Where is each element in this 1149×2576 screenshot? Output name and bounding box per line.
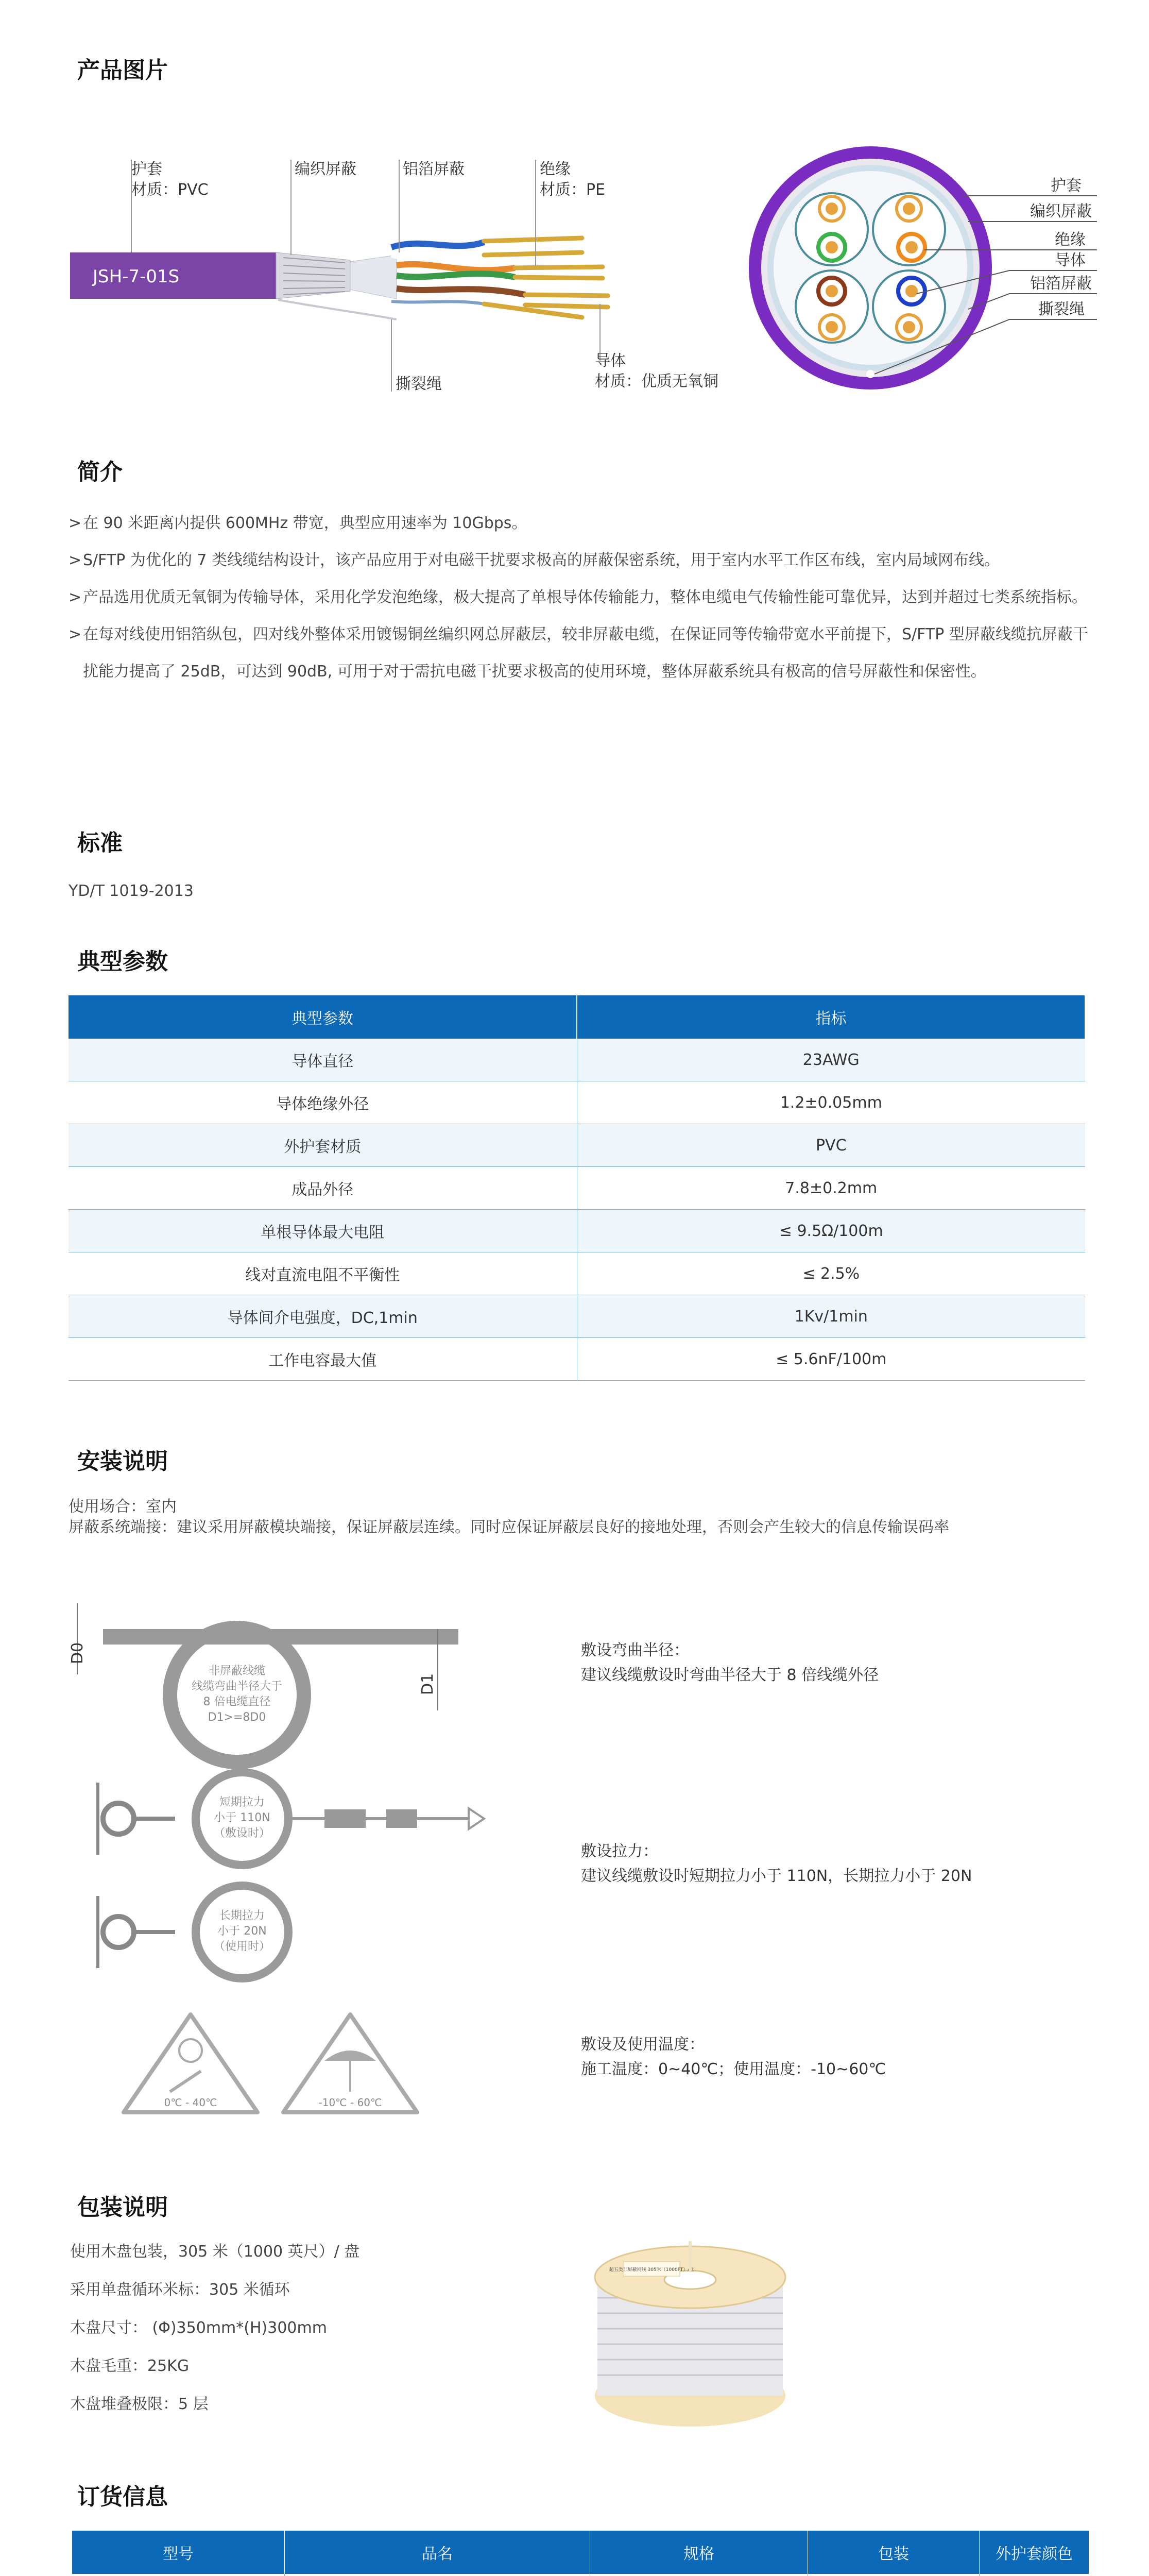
table-row: 导体直径 23AWG bbox=[68, 1039, 1085, 1081]
diagram-d1: D1 bbox=[419, 1673, 437, 1695]
order-header: 型号 bbox=[72, 2531, 285, 2574]
packaging-item: 使用木盘包装，305 米（1000 英尺）/ 盘 bbox=[70, 2243, 360, 2261]
label-ripcord: 撕裂绳 bbox=[396, 375, 442, 393]
order-header: 规格 bbox=[590, 2531, 808, 2574]
cable-spool-image bbox=[587, 2231, 793, 2432]
order-header: 品名 bbox=[285, 2531, 590, 2574]
ring-text-1: 线缆弯曲半径大于 bbox=[191, 1680, 283, 1693]
install-grounding: 屏蔽系统端接：建议采用屏蔽模块端接，保证屏蔽层连续。同时应保证屏蔽层良好的接地处理，否则会产生较大的信息传输误码率 bbox=[68, 1518, 949, 1536]
label-insulation: 绝缘 bbox=[540, 160, 571, 178]
section-title-packaging: 包装说明 bbox=[77, 2194, 168, 2221]
intro-bullet: > S/FTP 为优化的 7 类线缆结构设计，该产品应用于对电磁干扰要求极高的屏蔽保密系统，用于室内水平工作区布线，室内局域网布线。 bbox=[68, 542, 1088, 579]
cross-label-4: 铝箔屏蔽 bbox=[1030, 275, 1092, 293]
table-row: 导体间介电强度，DC,1min 1Kv/1min bbox=[68, 1295, 1085, 1338]
install-pull-desc: 建议线缆敷设时短期拉力小于 110N，长期拉力小于 20N bbox=[581, 1867, 972, 1885]
section-title-intro: 简介 bbox=[77, 459, 123, 485]
label-conductor-material: 材质：优质无氧铜 bbox=[595, 372, 718, 391]
packaging-item: 木盘堆叠极限：5 层 bbox=[70, 2395, 209, 2413]
section-title-params: 典型参数 bbox=[77, 948, 168, 975]
table-row bbox=[72, 2574, 1089, 2576]
order-header: 包装 bbox=[808, 2531, 980, 2574]
cross-label-2: 绝缘 bbox=[1055, 231, 1086, 249]
params-header: 指标 bbox=[577, 995, 1085, 1039]
table-row: 单根导体最大电阻 ≤ 9.5Ω/100m bbox=[68, 1210, 1085, 1252]
label-braid: 编织屏蔽 bbox=[295, 160, 356, 178]
install-usage: 使用场合：室内 bbox=[68, 1498, 177, 1516]
intro-bullet: > 在 90 米距离内提供 600MHz 带宽，典型应用速率为 10Gbps。 bbox=[68, 505, 1088, 542]
packaging-item: 木盘尺寸： (Φ)350mm*(H)300mm bbox=[70, 2319, 327, 2337]
label-jacket: 护套 bbox=[131, 160, 162, 178]
install-diagrams bbox=[67, 1597, 510, 2123]
order-table bbox=[72, 2531, 1089, 2576]
short-ring-1: 小于 110N bbox=[214, 1811, 270, 1824]
section-title-order: 订货信息 bbox=[77, 2484, 168, 2510]
packaging-item: 采用单盘循环米标：305 米循环 bbox=[70, 2281, 290, 2299]
cable-foil bbox=[350, 255, 397, 299]
ring-text-3: D1>=8D0 bbox=[208, 1711, 266, 1724]
diagram-d0: D0 bbox=[68, 1642, 87, 1664]
short-ring-2: （敷设时） bbox=[213, 1827, 271, 1840]
tri-temp-usage: -10℃ - 60℃ bbox=[318, 2096, 382, 2109]
section-title-install: 安装说明 bbox=[77, 1448, 168, 1475]
install-temp-desc: 施工温度：0~40℃；使用温度：-10~60℃ bbox=[581, 2060, 886, 2078]
long-ring-2: （使用时） bbox=[213, 1940, 271, 1953]
cable-structure-diagram bbox=[62, 149, 752, 417]
intro-bullet: > 在每对线使用铝箔纵包，四对线外整体采用镀锡铜丝编织网总屏蔽层，较非屏蔽电缆，在保证同等传输带宽水平前提下，S/FTP 型屏蔽线缆抗屏蔽干扰能力提高了 25dB，可达到 90dB, 可用于对于需抗电磁干扰要求极高的使用环境，整体屏蔽系统具有极高的信号屏蔽性和保密性。 bbox=[68, 616, 1088, 690]
label-foil: 铝箔屏蔽 bbox=[403, 160, 465, 178]
cross-label-1: 编织屏蔽 bbox=[1030, 202, 1092, 221]
label-insulation-material: 材质：PE bbox=[540, 181, 606, 199]
ring-text-2: 8 倍电缆直径 bbox=[203, 1696, 271, 1708]
intro-bullet-list bbox=[68, 505, 1088, 690]
intro-bullet: > 产品选用优质无氧铜为传输导体，采用化学发泡绝缘，极大提高了单根导体传输能力，整体电缆电气传输性能可靠优异，达到并超过七类系统指标。 bbox=[68, 579, 1088, 616]
label-conductor: 导体 bbox=[595, 352, 626, 370]
install-bend-desc: 建议线缆敷设时弯曲半径大于 8 倍线缆外径 bbox=[581, 1666, 879, 1684]
section-title-product-image: 产品图片 bbox=[77, 57, 168, 83]
packaging-item: 木盘毛重：25KG bbox=[70, 2357, 190, 2375]
table-row: 导体绝缘外径 1.2±0.05mm bbox=[68, 1081, 1085, 1124]
params-header: 典型参数 bbox=[68, 995, 577, 1039]
install-temp-title: 敷设及使用温度： bbox=[581, 2036, 705, 2054]
install-pull-title: 敷设拉力： bbox=[581, 1842, 658, 1860]
order-header: 外护套颜色 bbox=[980, 2531, 1089, 2574]
short-ring-0: 短期拉力 bbox=[219, 1796, 265, 1809]
table-row: 成品外径 7.8±0.2mm bbox=[68, 1167, 1085, 1210]
section-title-standard: 标准 bbox=[77, 830, 123, 856]
table-row: 工作电容最大值 ≤ 5.6nF/100m bbox=[68, 1338, 1085, 1381]
cable-model-text: JSH-7-01S bbox=[93, 266, 180, 287]
ring-text-0: 非屏蔽线缆 bbox=[208, 1665, 266, 1677]
label-jacket-material: 材质：PVC bbox=[131, 181, 209, 199]
table-row: 外护套材质 PVC bbox=[68, 1124, 1085, 1167]
cross-label-0: 护套 bbox=[1051, 177, 1082, 195]
install-bend-title: 敷设弯曲半径： bbox=[581, 1641, 689, 1659]
cross-label-5: 撕裂绳 bbox=[1038, 300, 1085, 318]
cross-label-3: 导体 bbox=[1055, 251, 1086, 269]
long-ring-1: 小于 20N bbox=[217, 1925, 267, 1938]
tri-temp-construction: 0℃ - 40℃ bbox=[164, 2096, 217, 2109]
table-row: 线对直流电阻不平衡性 ≤ 2.5% bbox=[68, 1252, 1085, 1295]
spool-label: 超五类非屏蔽网线 305米（1000FT）/盘 bbox=[609, 2267, 694, 2273]
cable-cross-section bbox=[742, 139, 1112, 397]
packaging-list bbox=[70, 2233, 359, 2424]
long-ring-0: 长期拉力 bbox=[219, 1909, 265, 1922]
params-table bbox=[68, 995, 1086, 1381]
standard-text: YD/T 1019-2013 bbox=[68, 882, 194, 900]
